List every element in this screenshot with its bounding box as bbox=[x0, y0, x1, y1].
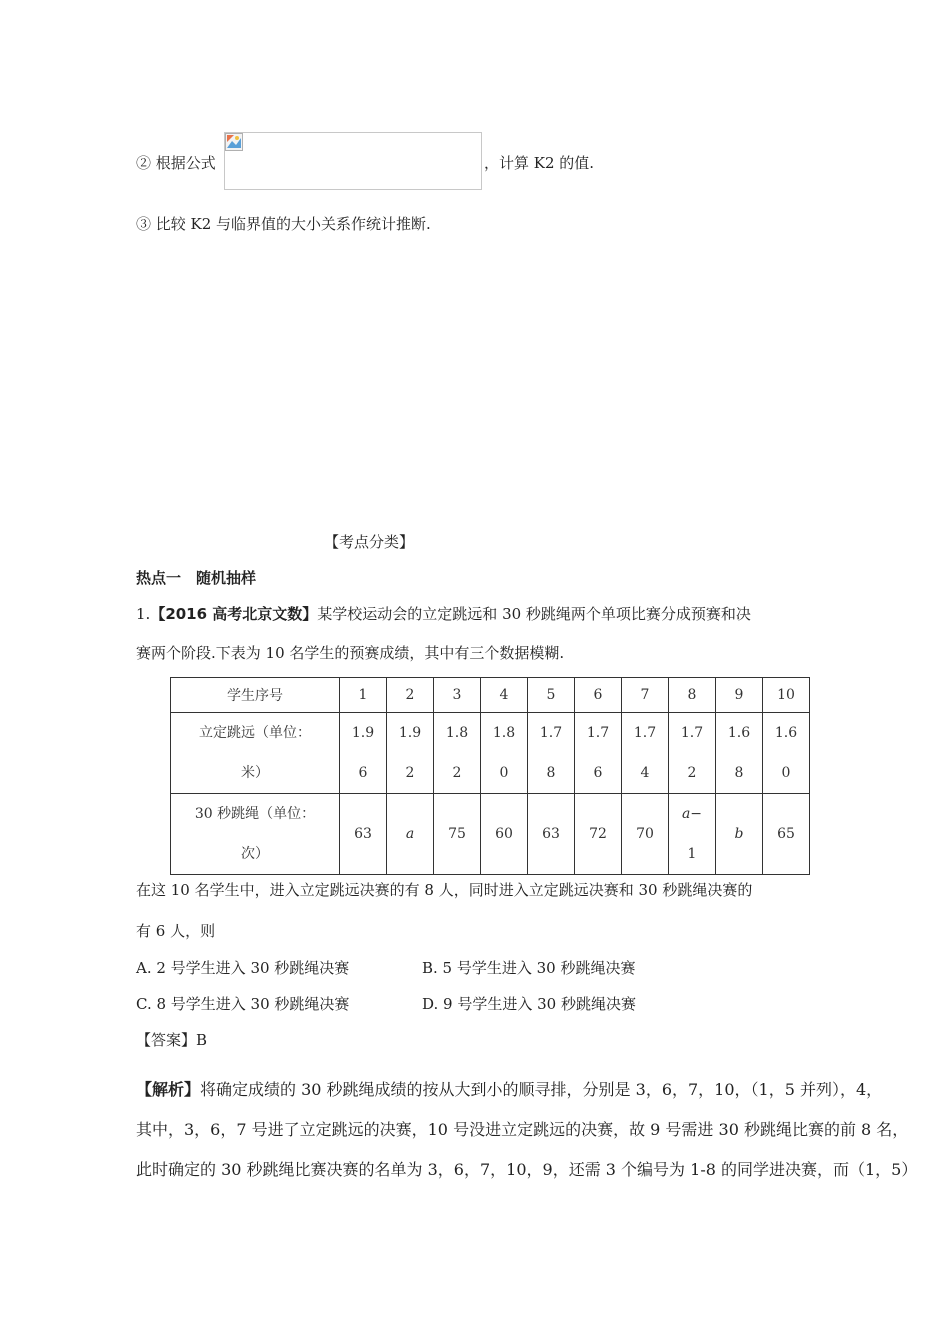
table-header-cell bbox=[171, 713, 340, 794]
option-a: A. 2 号学生进入 30 秒跳绳决赛 bbox=[136, 959, 350, 977]
table-cell: 1.9 2 bbox=[387, 713, 434, 794]
table-cell: 72 bbox=[575, 794, 622, 875]
table-cell: b bbox=[716, 794, 763, 875]
table-row-rope bbox=[171, 794, 810, 875]
analysis-line3: 此时确定的 30 秒跳绳比赛决赛的名单为 3，6，7，10，9，还需 3 个编号为 1-8 的同学进决赛，而（1，5） bbox=[136, 1160, 918, 1179]
cell-line: 1 bbox=[687, 846, 697, 862]
broken-image-icon bbox=[225, 133, 243, 151]
table-cell: 5 bbox=[528, 678, 575, 713]
question-source: 【2016 高考北京文数】 bbox=[150, 605, 318, 623]
question-text: 某学校运动会的立定跳远和 30 秒跳绳两个单项比赛分成预赛和决 bbox=[317, 605, 751, 623]
row-label-line: 次） bbox=[241, 846, 269, 862]
table-cell: 70 bbox=[622, 794, 669, 875]
option-c: C. 8 号学生进入 30 秒跳绳决赛 bbox=[136, 995, 350, 1013]
table-row-jump bbox=[171, 713, 810, 794]
table-cell: 1 bbox=[340, 678, 387, 713]
analysis-line1 bbox=[136, 1077, 882, 1100]
table-cell-split bbox=[669, 794, 716, 875]
table-cell: 75 bbox=[434, 794, 481, 875]
step3-text: ③ 比较 K2 与临界值的大小关系作统计推断. bbox=[136, 215, 431, 233]
question-line2: 赛两个阶段.下表为 10 名学生的预赛成绩，其中有三个数据模糊. bbox=[136, 644, 565, 662]
step2-suffix: ，计算 K2 的值. bbox=[484, 154, 595, 172]
table-cell: 63 bbox=[528, 794, 575, 875]
table-cell: 60 bbox=[481, 794, 528, 875]
table-cell: 1.8 0 bbox=[481, 713, 528, 794]
table-cell: 1.9 6 bbox=[340, 713, 387, 794]
formula-image bbox=[224, 132, 482, 190]
table-cell: 2 bbox=[387, 678, 434, 713]
table-cell: 63 bbox=[340, 794, 387, 875]
table-header-cell: 学生序号 bbox=[171, 678, 340, 713]
row-label-line: 米） bbox=[241, 765, 269, 781]
row-label-line: 立定跳远（单位： bbox=[199, 725, 311, 741]
analysis-line2: 其中，3，6，7 号进了立定跳远的决赛，10 号没进立定跳远的决赛，故 9 号需进 30 秒跳绳比赛的前 8 名， bbox=[136, 1120, 909, 1139]
analysis-label: 【解析】 bbox=[136, 1080, 201, 1099]
table-cell: 65 bbox=[763, 794, 810, 875]
question-line1 bbox=[136, 603, 751, 624]
row-label-line: 30 秒跳绳（单位： bbox=[194, 806, 316, 822]
table-cell: 1.7 6 bbox=[575, 713, 622, 794]
table-cell: 1.8 2 bbox=[434, 713, 481, 794]
table-cell: 1.7 8 bbox=[528, 713, 575, 794]
scores-table bbox=[170, 677, 810, 875]
section-title: 【考点分类】 bbox=[324, 533, 415, 551]
table-cell: 1.7 4 bbox=[622, 713, 669, 794]
analysis-text: 将确定成绩的 30 秒跳绳成绩的按从大到小的顺寻排，分别是 3，6，7，10，（1，5 并列），4， bbox=[200, 1080, 883, 1099]
table-cell: 1.7 2 bbox=[669, 713, 716, 794]
option-d: D. 9 号学生进入 30 秒跳绳决赛 bbox=[422, 995, 636, 1013]
table-cell: 4 bbox=[481, 678, 528, 713]
answer: 【答案】B bbox=[136, 1031, 208, 1049]
table-cell: 1.6 0 bbox=[763, 713, 810, 794]
table-cell: a bbox=[387, 794, 434, 875]
table-header-cell bbox=[171, 794, 340, 875]
hotspot-heading: 热点一 随机抽样 bbox=[136, 569, 257, 587]
table-cell: 3 bbox=[434, 678, 481, 713]
table-cell: 7 bbox=[622, 678, 669, 713]
table-cell: 9 bbox=[716, 678, 763, 713]
table-cell: 1.6 8 bbox=[716, 713, 763, 794]
table-cell: 10 bbox=[763, 678, 810, 713]
table-cell: 8 bbox=[669, 678, 716, 713]
table-cell: 6 bbox=[575, 678, 622, 713]
option-b: B. 5 号学生进入 30 秒跳绳决赛 bbox=[422, 959, 636, 977]
question-condition-line2: 有 6 人，则 bbox=[136, 922, 216, 940]
step2-prefix: ② 根据公式 bbox=[136, 154, 216, 172]
table-row-index bbox=[171, 678, 810, 713]
question-number: 1. bbox=[136, 605, 151, 623]
cell-line: a− bbox=[681, 806, 703, 822]
question-condition-line1: 在这 10 名学生中，进入立定跳远决赛的有 8 人，同时进入立定跳远决赛和 30 秒跳绳决赛的 bbox=[136, 881, 753, 899]
